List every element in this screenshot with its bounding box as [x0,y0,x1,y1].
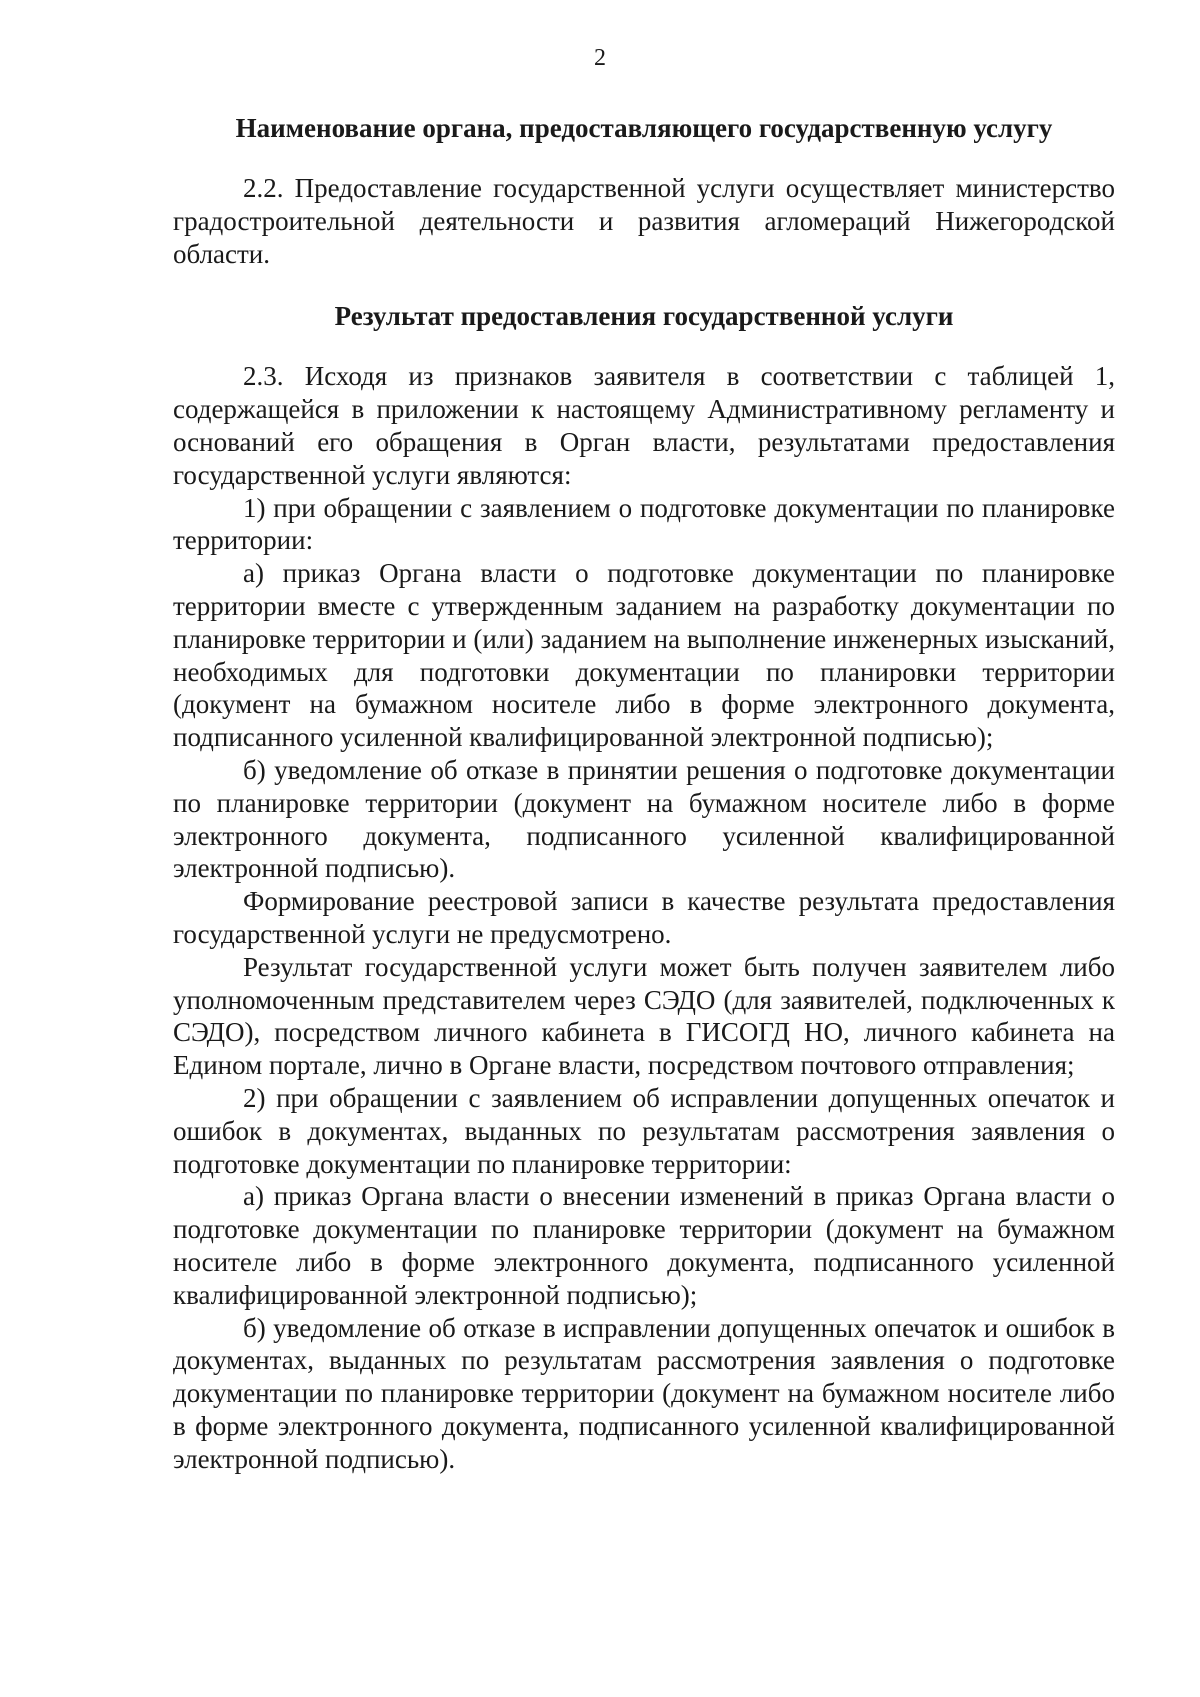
document-body [173,112,1115,1475]
list-item-1: 1) при обращении с заявлением о подготовке документации по планировке территории: [173,492,1115,556]
list-item-2b: б) уведомление об отказе в исправлении допущенных опечаток и ошибок в документах, выданных по результатам рассмотрения заявления о подготовке документации по планировке территории (документ на бумажном носителе либо в форме электронного документа, подписанного усиленной квалифицированной электронной подписью). [173,1312,1115,1474]
list-item-1a: а) приказ Органа власти о подготовке документации по планировке территории вместе с утвержденным заданием на разработку документации по планировке территории и (или) заданием на выполнение инженерных изысканий, необходимых для подготовки документации по планировки территории (документ на бумажном носителе либо в форме электронного документа, подписанного усиленной квалифицированной электронной подписью); [173,558,1115,753]
list-item-2: 2) при обращении с заявлением об исправлении допущенных опечаток и ошибок в документах, выданных по результатам рассмотрения заявления о подготовке документации по планировке территории: [173,1082,1115,1179]
paragraph-registry-record: Формирование реестровой записи в качестве результата предоставления государственной услуги не предусмотрено. [173,886,1115,949]
paragraph-2-2: 2.2. Предоставление государственной услуги осуществляет министерство градостроительной деятельности и развития агломераций Нижегородской области. [173,173,1115,269]
section-heading-authority: Наименование органа, предоставляющего государственную услугу [235,113,1053,143]
page-number: 2 [594,45,606,71]
paragraph-result-delivery: Результат государственной услуги может быть получен заявителем либо уполномоченным представителем через СЭДО (для заявителей, подключенных к СЭДО), посредством личного кабинета в ГИСОГД НО, личного кабинета на Едином портале, лично в Органе власти, посредством почтового отправления; [173,951,1115,1081]
paragraph-2-3: 2.3. Исходя из признаков заявителя в соответствии с таблицей 1, содержащейся в приложении к настоящему Административному регламенту и оснований его обращения в Орган власти, результатами предоставления государственной услуги являются: [173,361,1115,490]
section-heading-result: Результат предоставления государственной услуги [334,301,954,332]
list-item-1b: б) уведомление об отказе в принятии решения о подготовке документации по планировке территории (документ на бумажном носителе либо в форме электронного документа, подписанного усиленной квалифицированной электронной подписью). [173,754,1115,884]
list-item-2a: а) приказ Органа власти о внесении изменений в приказ Органа власти о подготовке документации по планировке территории (документ на бумажном носителе либо в форме электронного документа, подписанного усиленной квалифицированной электронной подписью); [173,1181,1115,1310]
